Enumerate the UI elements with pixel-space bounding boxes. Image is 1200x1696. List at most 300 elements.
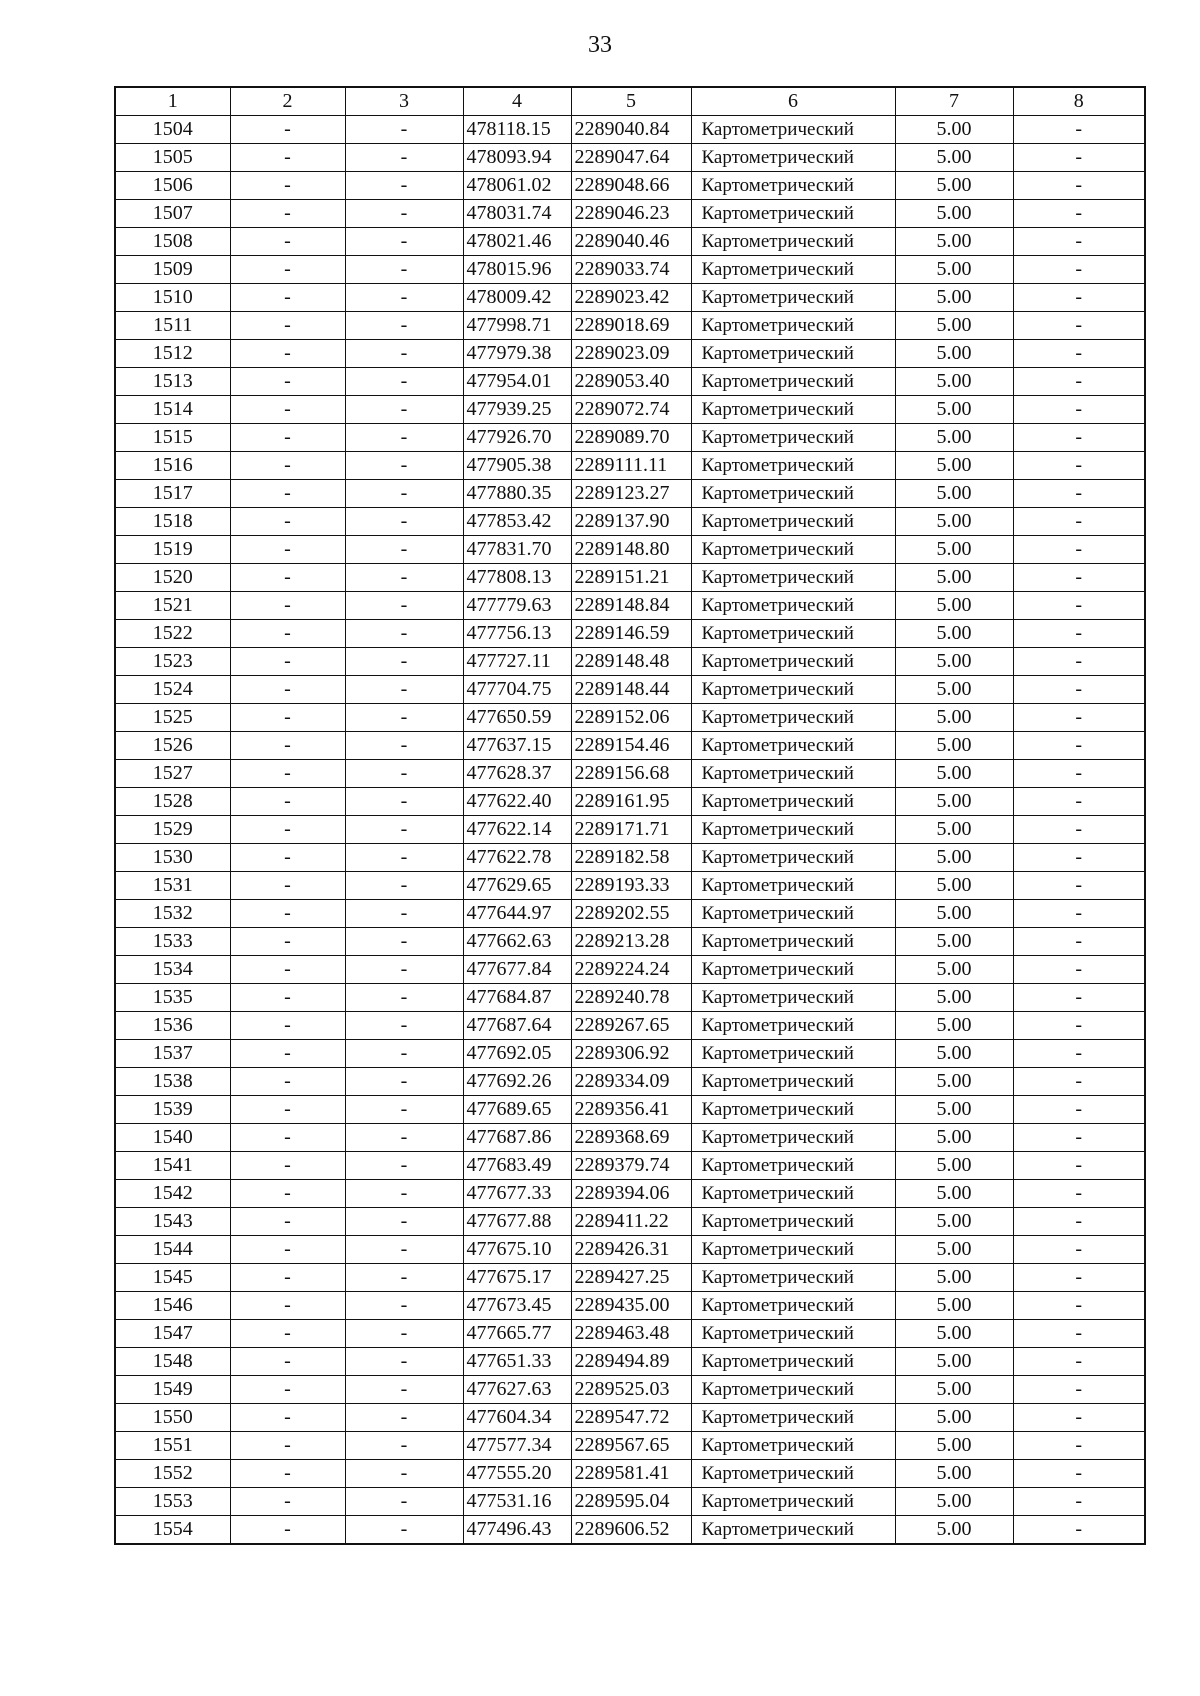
cell-col-8: - [1013,1012,1145,1040]
method-cell: Картометрический [691,676,895,704]
accuracy-cell: 5.00 [895,956,1013,984]
y-coordinate-cell: 2289040.46 [571,228,691,256]
accuracy-cell: 5.00 [895,928,1013,956]
x-coordinate-cell: 477683.49 [463,1152,571,1180]
table-row [115,592,1145,620]
x-coordinate-cell: 477650.59 [463,704,571,732]
x-coordinate-cell: 478061.02 [463,172,571,200]
method-cell: Картометрический [691,1180,895,1208]
method-cell: Картометрический [691,816,895,844]
table-row [115,172,1145,200]
column-header-3: 3 [345,87,463,116]
y-coordinate-cell: 2289040.84 [571,116,691,144]
accuracy-cell: 5.00 [895,1376,1013,1404]
point-number-cell: 1515 [115,424,230,452]
y-coordinate-cell: 2289023.42 [571,284,691,312]
method-cell: Картометрический [691,760,895,788]
y-coordinate-cell: 2289356.41 [571,1096,691,1124]
x-coordinate-cell: 478118.15 [463,116,571,144]
point-number-cell: 1545 [115,1264,230,1292]
accuracy-cell: 5.00 [895,1516,1013,1545]
x-coordinate-cell: 477531.16 [463,1488,571,1516]
point-number-cell: 1552 [115,1460,230,1488]
cell-col-8: - [1013,928,1145,956]
point-number-cell: 1543 [115,1208,230,1236]
cell-col-3: - [345,816,463,844]
point-number-cell: 1523 [115,648,230,676]
table-row [115,200,1145,228]
cell-col-2: - [230,1460,345,1488]
accuracy-cell: 5.00 [895,1068,1013,1096]
table-row [115,480,1145,508]
cell-col-3: - [345,1292,463,1320]
cell-col-3: - [345,312,463,340]
y-coordinate-cell: 2289072.74 [571,396,691,424]
y-coordinate-cell: 2289146.59 [571,620,691,648]
cell-col-2: - [230,1292,345,1320]
y-coordinate-cell: 2289463.48 [571,1320,691,1348]
y-coordinate-cell: 2289111.11 [571,452,691,480]
cell-col-3: - [345,228,463,256]
accuracy-cell: 5.00 [895,1320,1013,1348]
accuracy-cell: 5.00 [895,340,1013,368]
point-number-cell: 1541 [115,1152,230,1180]
cell-col-8: - [1013,592,1145,620]
cell-col-3: - [345,256,463,284]
table-row [115,284,1145,312]
point-number-cell: 1542 [115,1180,230,1208]
cell-col-3: - [345,704,463,732]
cell-col-2: - [230,1208,345,1236]
table-row [115,368,1145,396]
table-row [115,676,1145,704]
y-coordinate-cell: 2289018.69 [571,312,691,340]
cell-col-2: - [230,928,345,956]
table-row [115,900,1145,928]
cell-col-2: - [230,1404,345,1432]
accuracy-cell: 5.00 [895,536,1013,564]
accuracy-cell: 5.00 [895,620,1013,648]
x-coordinate-cell: 477629.65 [463,872,571,900]
method-cell: Картометрический [691,984,895,1012]
cell-col-3: - [345,1516,463,1545]
x-coordinate-cell: 478021.46 [463,228,571,256]
cell-col-2: - [230,844,345,872]
accuracy-cell: 5.00 [895,1292,1013,1320]
x-coordinate-cell: 477979.38 [463,340,571,368]
y-coordinate-cell: 2289547.72 [571,1404,691,1432]
cell-col-2: - [230,1040,345,1068]
cell-col-2: - [230,1236,345,1264]
cell-col-8: - [1013,956,1145,984]
column-header-5: 5 [571,87,691,116]
cell-col-2: - [230,1068,345,1096]
point-number-cell: 1546 [115,1292,230,1320]
method-cell: Картометрический [691,200,895,228]
cell-col-2: - [230,984,345,1012]
cell-col-8: - [1013,256,1145,284]
y-coordinate-cell: 2289033.74 [571,256,691,284]
cell-col-3: - [345,872,463,900]
cell-col-2: - [230,312,345,340]
accuracy-cell: 5.00 [895,788,1013,816]
cell-col-2: - [230,900,345,928]
accuracy-cell: 5.00 [895,900,1013,928]
cell-col-2: - [230,396,345,424]
table-row [115,312,1145,340]
table-row [115,704,1145,732]
table-row [115,1152,1145,1180]
cell-col-2: - [230,1264,345,1292]
point-number-cell: 1517 [115,480,230,508]
accuracy-cell: 5.00 [895,1404,1013,1432]
cell-col-3: - [345,144,463,172]
y-coordinate-cell: 2289154.46 [571,732,691,760]
cell-col-2: - [230,368,345,396]
cell-col-8: - [1013,1376,1145,1404]
accuracy-cell: 5.00 [895,1348,1013,1376]
cell-col-8: - [1013,368,1145,396]
cell-col-8: - [1013,1264,1145,1292]
y-coordinate-cell: 2289595.04 [571,1488,691,1516]
point-number-cell: 1544 [115,1236,230,1264]
table-row [115,1292,1145,1320]
point-number-cell: 1537 [115,1040,230,1068]
cell-col-2: - [230,1376,345,1404]
accuracy-cell: 5.00 [895,1096,1013,1124]
x-coordinate-cell: 477673.45 [463,1292,571,1320]
table-row [115,984,1145,1012]
cell-col-8: - [1013,1320,1145,1348]
y-coordinate-cell: 2289306.92 [571,1040,691,1068]
table-row [115,788,1145,816]
table-row [115,732,1145,760]
cell-col-2: - [230,704,345,732]
method-cell: Картометрический [691,1516,895,1545]
method-cell: Картометрический [691,1152,895,1180]
cell-col-2: - [230,172,345,200]
x-coordinate-cell: 477677.84 [463,956,571,984]
x-coordinate-cell: 477926.70 [463,424,571,452]
method-cell: Картометрический [691,1432,895,1460]
cell-col-3: - [345,1236,463,1264]
y-coordinate-cell: 2289606.52 [571,1516,691,1545]
method-cell: Картометрический [691,648,895,676]
point-number-cell: 1533 [115,928,230,956]
cell-col-8: - [1013,1068,1145,1096]
cell-col-8: - [1013,648,1145,676]
point-number-cell: 1518 [115,508,230,536]
table-row [115,1180,1145,1208]
cell-col-3: - [345,1124,463,1152]
cell-col-8: - [1013,1488,1145,1516]
point-number-cell: 1551 [115,1432,230,1460]
cell-col-8: - [1013,116,1145,144]
point-number-cell: 1516 [115,452,230,480]
point-number-cell: 1553 [115,1488,230,1516]
cell-col-8: - [1013,228,1145,256]
header-row [115,87,1145,116]
accuracy-cell: 5.00 [895,676,1013,704]
accuracy-cell: 5.00 [895,172,1013,200]
point-number-cell: 1532 [115,900,230,928]
cell-col-8: - [1013,620,1145,648]
column-header-4: 4 [463,87,571,116]
cell-col-2: - [230,676,345,704]
cell-col-8: - [1013,1124,1145,1152]
accuracy-cell: 5.00 [895,844,1013,872]
method-cell: Картометрический [691,956,895,984]
column-header-7: 7 [895,87,1013,116]
accuracy-cell: 5.00 [895,396,1013,424]
point-number-cell: 1550 [115,1404,230,1432]
point-number-cell: 1511 [115,312,230,340]
point-number-cell: 1549 [115,1376,230,1404]
point-number-cell: 1514 [115,396,230,424]
point-number-cell: 1548 [115,1348,230,1376]
cell-col-3: - [345,956,463,984]
point-number-cell: 1535 [115,984,230,1012]
cell-col-8: - [1013,200,1145,228]
x-coordinate-cell: 477644.97 [463,900,571,928]
accuracy-cell: 5.00 [895,1264,1013,1292]
cell-col-8: - [1013,564,1145,592]
cell-col-3: - [345,1096,463,1124]
point-number-cell: 1513 [115,368,230,396]
table-row [115,648,1145,676]
y-coordinate-cell: 2289171.71 [571,816,691,844]
point-number-cell: 1504 [115,116,230,144]
cell-col-3: - [345,1348,463,1376]
table-row [115,1404,1145,1432]
table-row [115,340,1145,368]
x-coordinate-cell: 477692.26 [463,1068,571,1096]
x-coordinate-cell: 477651.33 [463,1348,571,1376]
cell-col-2: - [230,508,345,536]
x-coordinate-cell: 477905.38 [463,452,571,480]
x-coordinate-cell: 477880.35 [463,480,571,508]
column-header-1: 1 [115,87,230,116]
point-number-cell: 1507 [115,200,230,228]
cell-col-2: - [230,1180,345,1208]
x-coordinate-cell: 477496.43 [463,1516,571,1545]
y-coordinate-cell: 2289156.68 [571,760,691,788]
cell-col-8: - [1013,424,1145,452]
point-number-cell: 1509 [115,256,230,284]
accuracy-cell: 5.00 [895,144,1013,172]
cell-col-8: - [1013,984,1145,1012]
y-coordinate-cell: 2289048.66 [571,172,691,200]
y-coordinate-cell: 2289494.89 [571,1348,691,1376]
x-coordinate-cell: 477939.25 [463,396,571,424]
cell-col-8: - [1013,1460,1145,1488]
method-cell: Картометрический [691,900,895,928]
table-row [115,956,1145,984]
accuracy-cell: 5.00 [895,816,1013,844]
cell-col-3: - [345,116,463,144]
cell-col-8: - [1013,1348,1145,1376]
x-coordinate-cell: 477687.64 [463,1012,571,1040]
x-coordinate-cell: 477622.14 [463,816,571,844]
table-row [115,1012,1145,1040]
cell-col-2: - [230,1124,345,1152]
point-number-cell: 1521 [115,592,230,620]
table-row [115,536,1145,564]
cell-col-2: - [230,340,345,368]
y-coordinate-cell: 2289435.00 [571,1292,691,1320]
x-coordinate-cell: 477675.10 [463,1236,571,1264]
method-cell: Картометрический [691,312,895,340]
cell-col-3: - [345,984,463,1012]
cell-col-3: - [345,536,463,564]
method-cell: Картометрический [691,928,895,956]
method-cell: Картометрический [691,228,895,256]
point-number-cell: 1529 [115,816,230,844]
cell-col-8: - [1013,732,1145,760]
accuracy-cell: 5.00 [895,1460,1013,1488]
cell-col-3: - [345,424,463,452]
cell-col-2: - [230,1516,345,1545]
method-cell: Картометрический [691,536,895,564]
method-cell: Картометрический [691,452,895,480]
table-row [115,1432,1145,1460]
y-coordinate-cell: 2289193.33 [571,872,691,900]
cell-col-3: - [345,620,463,648]
cell-col-8: - [1013,816,1145,844]
accuracy-cell: 5.00 [895,508,1013,536]
cell-col-3: - [345,648,463,676]
table-body [115,116,1145,1545]
table-row [115,1208,1145,1236]
x-coordinate-cell: 477577.34 [463,1432,571,1460]
point-number-cell: 1510 [115,284,230,312]
cell-col-2: - [230,788,345,816]
y-coordinate-cell: 2289182.58 [571,844,691,872]
x-coordinate-cell: 477628.37 [463,760,571,788]
cell-col-3: - [345,676,463,704]
cell-col-3: - [345,1432,463,1460]
cell-col-3: - [345,900,463,928]
cell-col-2: - [230,228,345,256]
cell-col-8: - [1013,312,1145,340]
cell-col-2: - [230,144,345,172]
cell-col-8: - [1013,396,1145,424]
table-row [115,116,1145,144]
x-coordinate-cell: 477779.63 [463,592,571,620]
cell-col-3: - [345,452,463,480]
x-coordinate-cell: 477756.13 [463,620,571,648]
x-coordinate-cell: 477689.65 [463,1096,571,1124]
cell-col-3: - [345,1068,463,1096]
cell-col-2: - [230,872,345,900]
accuracy-cell: 5.00 [895,1040,1013,1068]
method-cell: Картометрический [691,508,895,536]
cell-col-8: - [1013,508,1145,536]
cell-col-2: - [230,1152,345,1180]
accuracy-cell: 5.00 [895,872,1013,900]
method-cell: Картометрический [691,1292,895,1320]
cell-col-2: - [230,620,345,648]
x-coordinate-cell: 478009.42 [463,284,571,312]
y-coordinate-cell: 2289411.22 [571,1208,691,1236]
x-coordinate-cell: 477998.71 [463,312,571,340]
method-cell: Картометрический [691,1124,895,1152]
method-cell: Картометрический [691,1236,895,1264]
page-number: 33 [588,32,612,58]
cell-col-8: - [1013,704,1145,732]
cell-col-3: - [345,788,463,816]
table-row [115,228,1145,256]
cell-col-8: - [1013,452,1145,480]
y-coordinate-cell: 2289123.27 [571,480,691,508]
point-number-cell: 1505 [115,144,230,172]
accuracy-cell: 5.00 [895,564,1013,592]
method-cell: Картометрический [691,340,895,368]
accuracy-cell: 5.00 [895,452,1013,480]
y-coordinate-cell: 2289148.80 [571,536,691,564]
point-number-cell: 1508 [115,228,230,256]
cell-col-8: - [1013,1152,1145,1180]
accuracy-cell: 5.00 [895,1432,1013,1460]
method-cell: Картометрический [691,1404,895,1432]
cell-col-8: - [1013,480,1145,508]
cell-col-8: - [1013,1208,1145,1236]
method-cell: Картометрический [691,1012,895,1040]
method-cell: Картометрический [691,144,895,172]
method-cell: Картометрический [691,172,895,200]
x-coordinate-cell: 477622.78 [463,844,571,872]
y-coordinate-cell: 2289089.70 [571,424,691,452]
cell-col-2: - [230,564,345,592]
method-cell: Картометрический [691,788,895,816]
cell-col-3: - [345,732,463,760]
method-cell: Картометрический [691,592,895,620]
table-row [115,1096,1145,1124]
table-row [115,1460,1145,1488]
cell-col-2: - [230,592,345,620]
method-cell: Картометрический [691,368,895,396]
point-number-cell: 1547 [115,1320,230,1348]
table-row [115,1516,1145,1545]
cell-col-8: - [1013,340,1145,368]
cell-col-2: - [230,284,345,312]
cell-col-2: - [230,536,345,564]
point-number-cell: 1519 [115,536,230,564]
method-cell: Картометрический [691,1068,895,1096]
method-cell: Картометрический [691,256,895,284]
accuracy-cell: 5.00 [895,1236,1013,1264]
accuracy-cell: 5.00 [895,312,1013,340]
y-coordinate-cell: 2289161.95 [571,788,691,816]
cell-col-8: - [1013,1180,1145,1208]
cell-col-3: - [345,592,463,620]
cell-col-8: - [1013,1040,1145,1068]
cell-col-3: - [345,1152,463,1180]
method-cell: Картометрический [691,872,895,900]
accuracy-cell: 5.00 [895,1124,1013,1152]
point-number-cell: 1540 [115,1124,230,1152]
cell-col-3: - [345,1320,463,1348]
accuracy-cell: 5.00 [895,732,1013,760]
accuracy-cell: 5.00 [895,1208,1013,1236]
x-coordinate-cell: 477622.40 [463,788,571,816]
accuracy-cell: 5.00 [895,480,1013,508]
x-coordinate-cell: 477727.11 [463,648,571,676]
cell-col-3: - [345,1040,463,1068]
method-cell: Картометрический [691,116,895,144]
accuracy-cell: 5.00 [895,424,1013,452]
accuracy-cell: 5.00 [895,228,1013,256]
